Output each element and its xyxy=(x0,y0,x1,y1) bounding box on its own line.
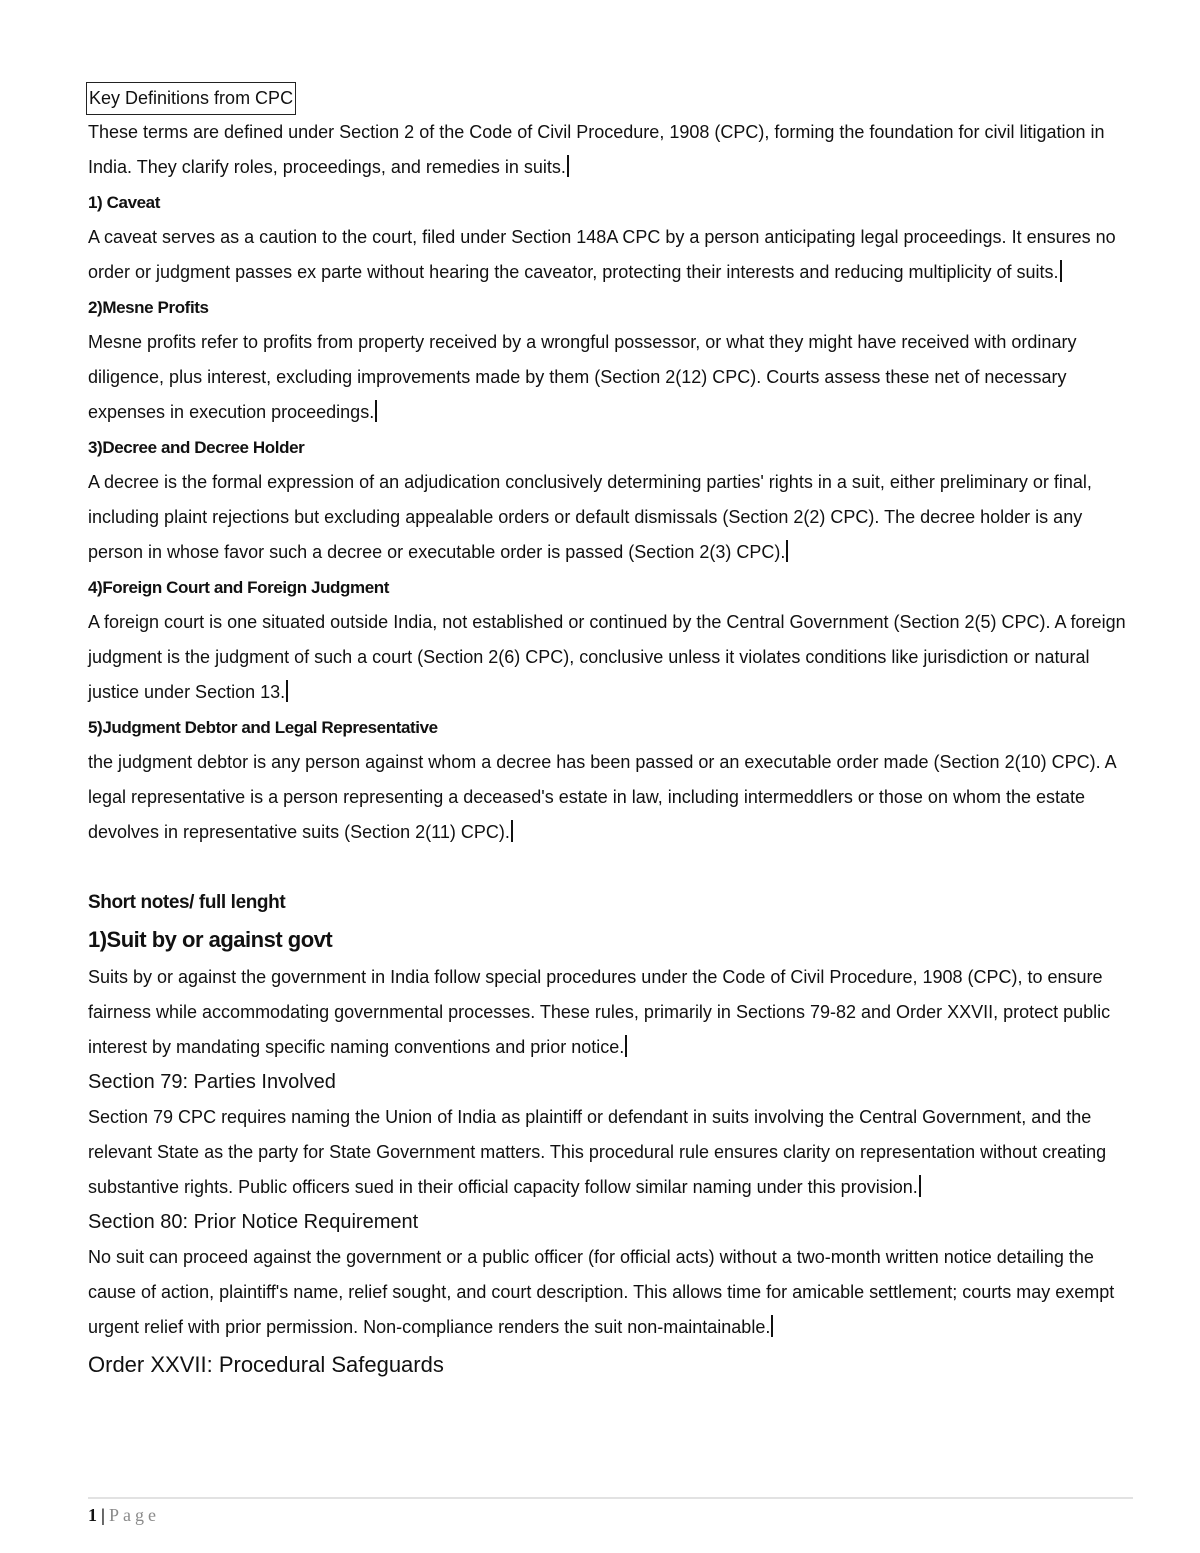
definition-heading-judgment-debtor: 5)Judgment Debtor and Legal Representative xyxy=(88,718,438,737)
definition-heading-mesne-profits: 2)Mesne Profits xyxy=(88,298,209,317)
page-number: 1 xyxy=(88,1505,97,1525)
text-cursor-marker xyxy=(286,680,288,702)
definition-heading-decree: 3)Decree and Decree Holder xyxy=(88,438,305,457)
footer-divider xyxy=(88,1497,1133,1499)
intro-paragraph xyxy=(88,115,1138,185)
suit-intro-paragraph xyxy=(88,960,1138,1065)
definition-text: A caveat serves as a caution to the court, filed under Section 148A CPC by a person anticipating legal proceedings. It ensures no order or judgment passes ex parte without hearing the caveator, protecting their interests and reducing multiplicity of suits. xyxy=(88,227,1116,282)
document-body xyxy=(88,82,1138,1385)
text-cursor-marker xyxy=(786,540,788,562)
text-cursor-marker xyxy=(567,155,569,177)
short-notes-heading: Short notes/ full lenght xyxy=(88,892,286,913)
section79-text: Section 79 CPC requires naming the Union of India as plaintiff or defendant in suits involving the Central Government, and the relevant State as the party for State Government matters. This procedural rule ensures clarity on representation without creating substantive rights. Public officers sued in their official capacity follow similar naming under this provision. xyxy=(88,1107,1107,1197)
document-title: Key Definitions from CPC xyxy=(86,82,296,115)
section80-heading: Section 80: Prior Notice Requirement xyxy=(88,1211,419,1233)
definition-heading-caveat: 1) Caveat xyxy=(88,193,160,212)
definition-heading-foreign-court: 4)Foreign Court and Foreign Judgment xyxy=(88,578,390,597)
intro-text: These terms are defined under Section 2 of the Code of Civil Procedure, 1908 (CPC), forming the foundation for civil litigation in India. They clarify roles, proceedings, and remedies in suits. xyxy=(88,122,1105,177)
section80-paragraph xyxy=(88,1240,1138,1345)
footer-separator: | xyxy=(101,1505,105,1525)
definition-text: A foreign court is one situated outside India, not established or continued by the Central Government (Section 2(5) CPC). A foreign judgment is the judgment of such a court (Section 2(6) CPC), conclusive unless it violates conditions like jurisdiction or natural justice under Section 13. xyxy=(88,612,1126,702)
definition-text: the judgment debtor is any person against whom a decree has been passed or an executable order made (Section 2(10) CPC). A legal representative is a person representing a deceased's estate in law, including intermeddlers or those on whom the estate devolves in representative suits (Section 2(11) CPC). xyxy=(88,752,1116,842)
section79-heading: Section 79: Parties Involved xyxy=(88,1071,336,1093)
text-cursor-marker xyxy=(625,1035,627,1057)
page-footer xyxy=(88,1503,160,1527)
blank-line xyxy=(88,850,1138,885)
text-cursor-marker xyxy=(771,1315,773,1337)
section80-text: No suit can proceed against the government or a public officer (for official acts) without a two-month written notice detailing the cause of action, plaintiff's name, relief sought, and court description. This allows time for amicable settlement; courts may exempt urgent relief with prior permission. Non-compliance renders the suit non-maintainable. xyxy=(88,1247,1115,1337)
definition-text: Mesne profits refer to profits from property received by a wrongful possessor, or what they might have received with ordinary diligence, plus interest, excluding improvements made by them (Section 2(12) CPC). Courts assess these net of necessary expenses in execution proceedings. xyxy=(88,332,1077,422)
text-cursor-marker xyxy=(375,400,377,422)
definition-text: A decree is the formal expression of an adjudication conclusively determining parties' rights in a suit, either preliminary or final, including plaint rejections but excluding appealable orders or default dismissals (Section 2(2) CPC). The decree holder is any person in whose favor such a decree or executable order is passed (Section 2(3) CPC). xyxy=(88,472,1092,562)
definition-text-decree xyxy=(88,465,1138,570)
text-cursor-marker xyxy=(919,1175,921,1197)
text-cursor-marker xyxy=(1060,260,1062,282)
page-label: Page xyxy=(108,1505,160,1525)
definition-text-foreign-court xyxy=(88,605,1138,710)
definition-text-judgment-debtor xyxy=(88,745,1138,850)
order27-heading: Order XXVII: Procedural Safeguards xyxy=(88,1352,444,1377)
definition-text-mesne-profits xyxy=(88,325,1138,430)
suit-intro-text: Suits by or against the government in India follow special procedures under the Code of Civil Procedure, 1908 (CPC), to ensure fairness while accommodating governmental processes. These rules, primarily in Sections 79-82 and Order XXVII, protect public interest by mandating specific naming conventions and prior notice. xyxy=(88,967,1111,1057)
suit-heading: 1)Suit by or against govt xyxy=(88,927,333,952)
section79-paragraph xyxy=(88,1100,1138,1205)
text-cursor-marker xyxy=(511,820,513,842)
definition-text-caveat xyxy=(88,220,1138,290)
